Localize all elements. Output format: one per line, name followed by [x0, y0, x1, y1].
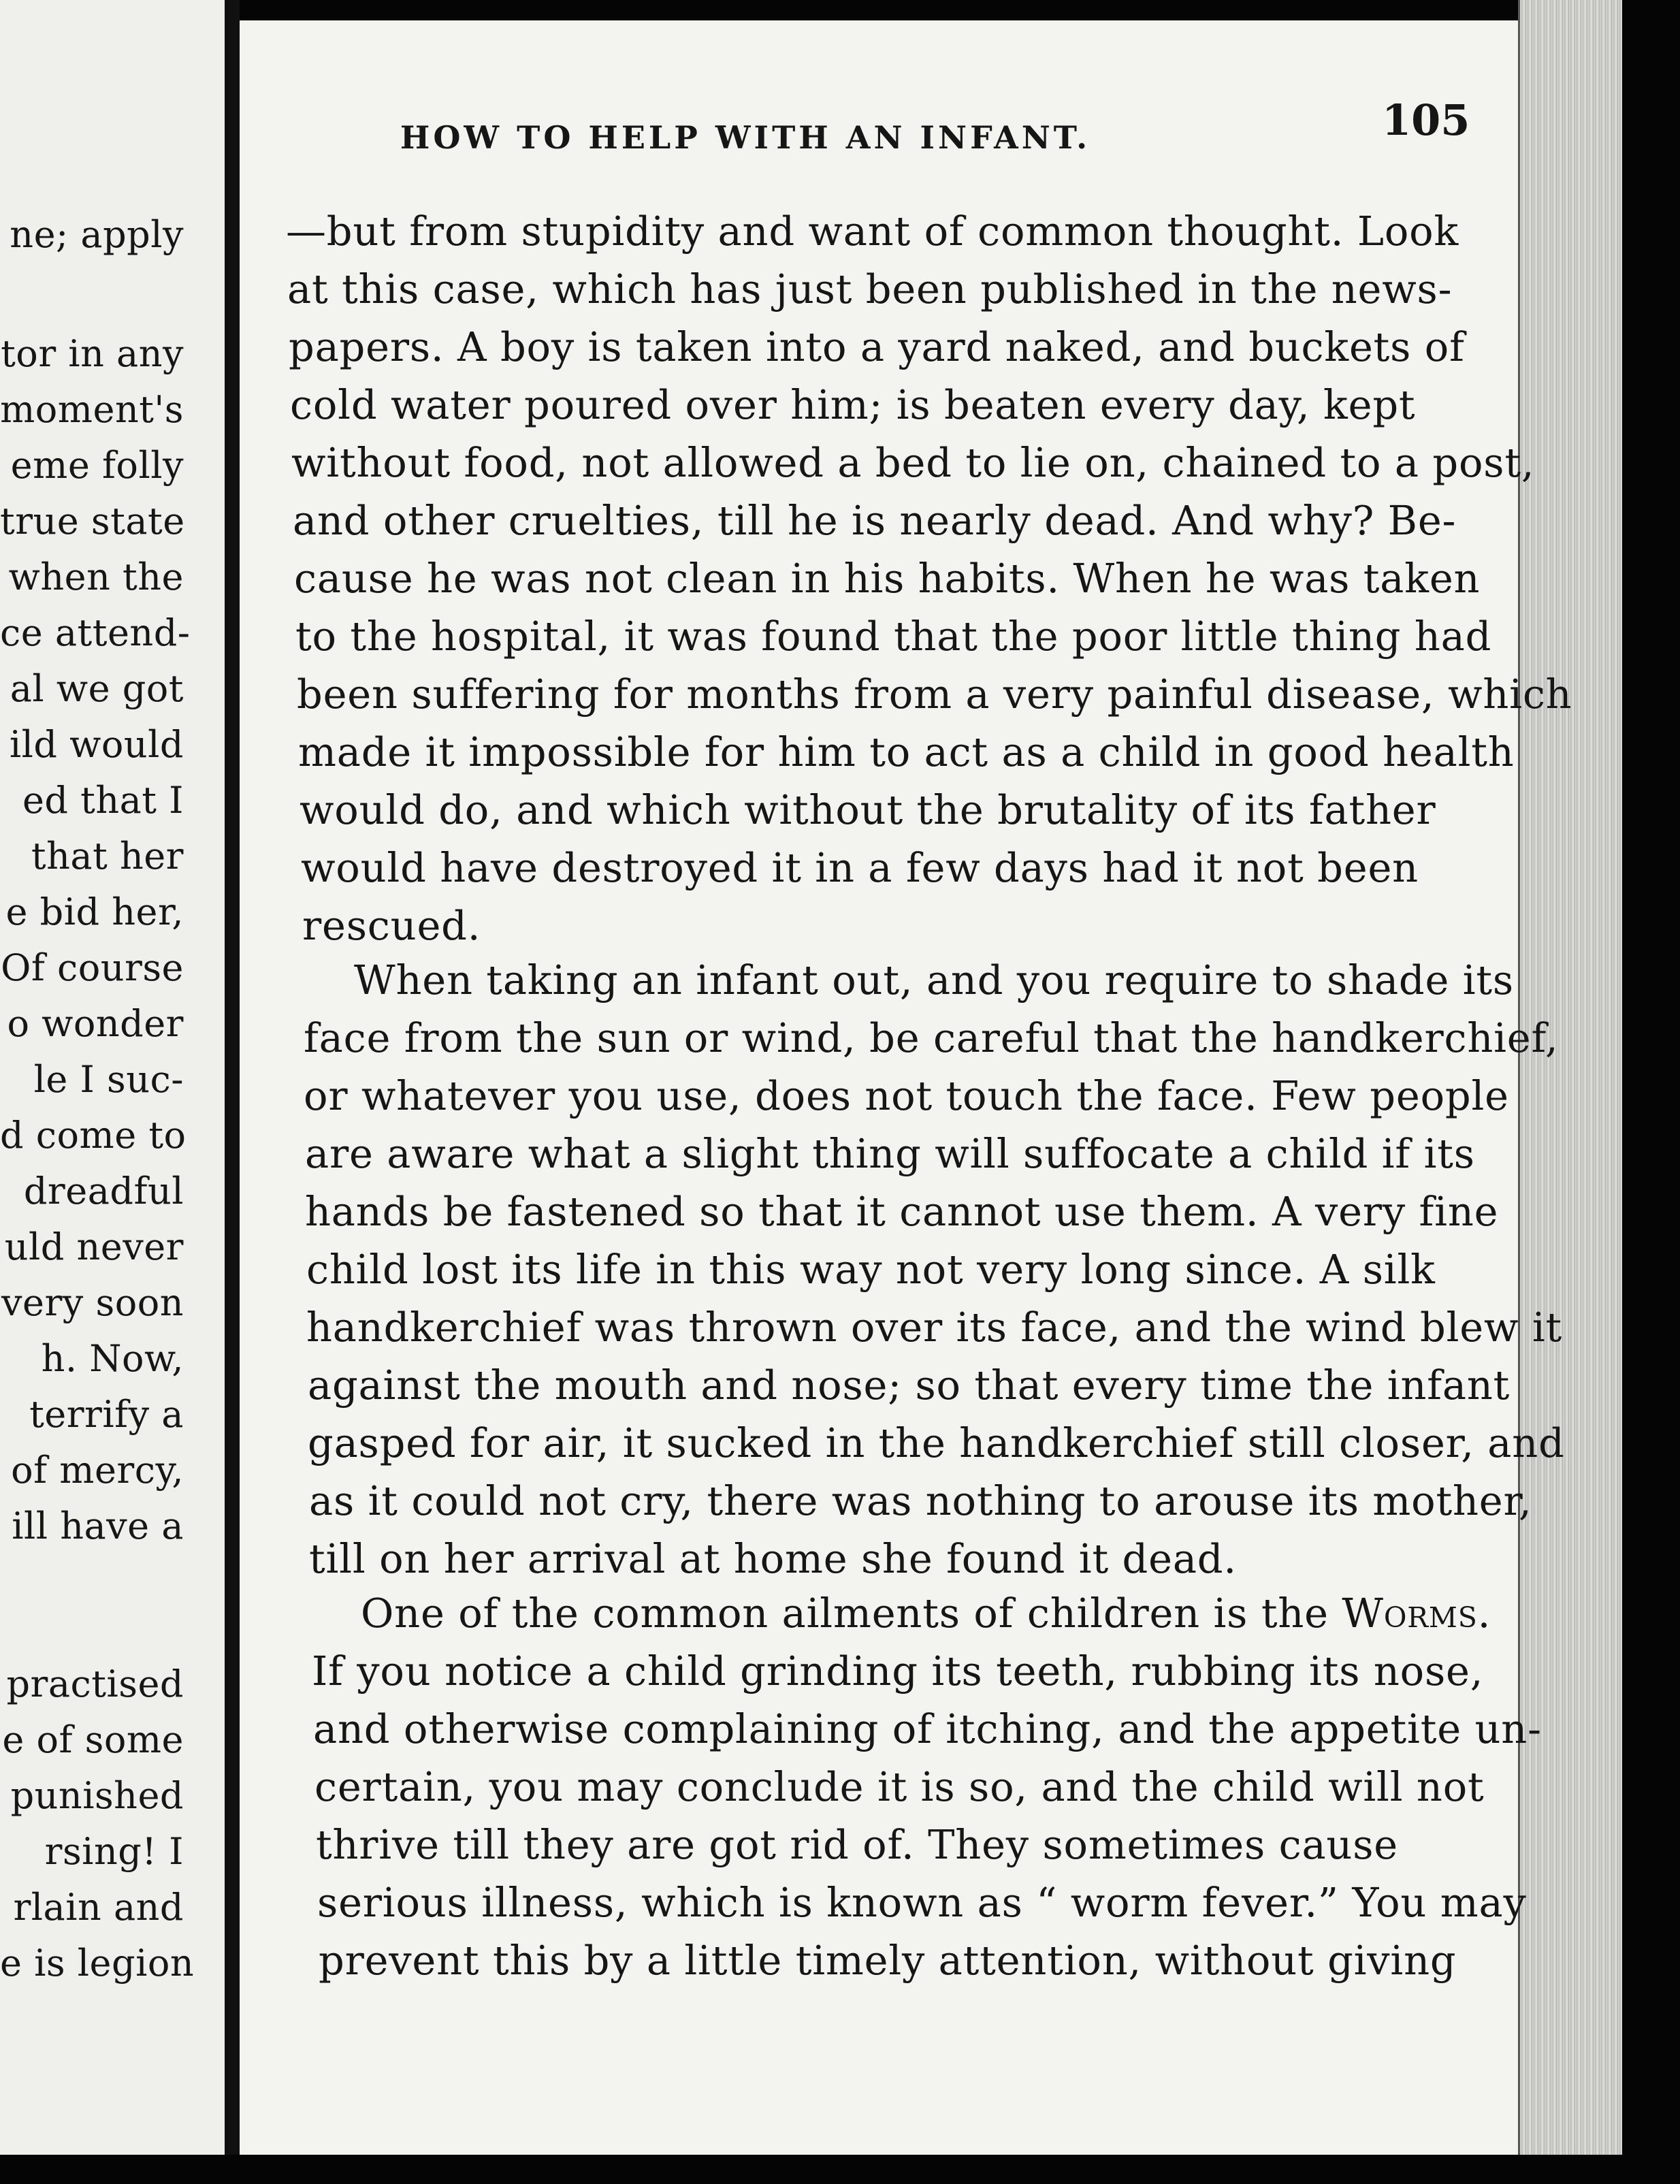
- text-line: hands be fastened so that it cannot use them. A very fine: [305, 1188, 1499, 1235]
- left-page-line: very soon: [1, 1281, 184, 1324]
- text-line: child lost its life in this way not very long since. A silk: [306, 1246, 1436, 1293]
- left-page-line: punished: [10, 1774, 184, 1817]
- left-page-line: rsing! I: [44, 1830, 184, 1873]
- left-page-line: ill have a: [12, 1505, 184, 1547]
- left-page-line: h. Now,: [41, 1337, 184, 1380]
- left-page-line: Of course: [1, 946, 184, 989]
- left-page-line: true state: [0, 500, 185, 543]
- left-page-line: dreadful: [23, 1170, 184, 1213]
- emphasized-word: Worms.: [1342, 1590, 1491, 1637]
- left-page-line: o wonder: [7, 1002, 184, 1045]
- text-line: are aware what a slight thing will suffocate a child if its: [305, 1130, 1475, 1177]
- book-gutter: [225, 0, 240, 2155]
- left-page-line: ce attend-: [0, 611, 191, 654]
- left-page-line: e bid her,: [5, 890, 184, 933]
- left-page-line: al we got: [10, 667, 184, 710]
- running-head: HOW TO HELP WITH AN INFANT.: [400, 119, 1091, 156]
- text-line: thrive till they are got rid of. They sometimes cause: [316, 1821, 1399, 1868]
- text-line: gasped for air, it sucked in the handkerchief still closer, and: [308, 1419, 1565, 1466]
- text-line: would do, and which without the brutality of its father: [300, 786, 1436, 833]
- left-page-line: tor in any: [1, 332, 184, 375]
- text-line: to the hospital, it was found that the poor little thing had: [295, 613, 1492, 660]
- text-line: made it impossible for him to act as a child in good health: [298, 728, 1515, 775]
- text-line: If you notice a child grinding its teeth, rubbing its nose,: [312, 1648, 1484, 1695]
- left-page-line: e of some: [2, 1718, 184, 1761]
- paragraph-first-line: When taking an infant out, and you require to shade its: [354, 957, 1515, 1003]
- text-line: cold water poured over him; is beaten every day, kept: [290, 381, 1416, 428]
- text-line: at this case, which has just been published in the news-: [287, 266, 1453, 312]
- text-line: serious illness, which is known as “ worm fever.” You may: [317, 1879, 1527, 1926]
- left-page-line: uld never: [4, 1225, 184, 1268]
- text-line: till on her arrival at home she found it dead.: [309, 1535, 1237, 1582]
- left-page: [0, 0, 227, 2155]
- text-line: face from the sun or wind, be careful that the handkerchief,: [304, 1014, 1559, 1061]
- text-line-start: One of the common ailments of children is the: [361, 1590, 1329, 1637]
- left-page-line: practised: [6, 1663, 184, 1705]
- text-line: or whatever you use, does not touch the face. Few people: [304, 1072, 1509, 1119]
- left-page-line: moment's: [0, 388, 184, 431]
- text-line: against the mouth and nose; so that every time the infant: [308, 1362, 1511, 1409]
- text-line: papers. A boy is taken into a yard naked, and buckets of: [289, 323, 1465, 370]
- text-line: and otherwise complaining of itching, and the appetite un-: [313, 1705, 1542, 1752]
- text-line: prevent this by a little timely attention, without giving: [319, 1937, 1457, 1984]
- text-line: without food, not allowed a bed to lie on, chained to a post,: [291, 439, 1535, 486]
- text-line: would have destroyed it in a few days had it not been: [301, 844, 1419, 891]
- left-page-line: eme folly: [10, 444, 184, 487]
- text-line: certain, you may conclude it is so, and the child will not: [314, 1763, 1485, 1810]
- left-page-line: rlain and: [13, 1886, 184, 1929]
- left-page-line: that her: [31, 835, 184, 878]
- page-edges: [1518, 0, 1622, 2155]
- left-page-line: ne; apply: [10, 213, 184, 256]
- text-line: been suffering for months from a very painful disease, which: [297, 671, 1572, 718]
- text-line: rescued.: [302, 902, 481, 949]
- text-line: —but from stupidity and want of common thought. Look: [286, 208, 1459, 255]
- left-page-line: terrify a: [29, 1393, 184, 1436]
- left-page-line: d come to: [0, 1114, 187, 1157]
- text-line: cause he was not clean in his habits. When he was taken: [294, 555, 1481, 602]
- left-page-line: ed that I: [22, 779, 184, 822]
- text-line: handkerchief was thrown over its face, and the wind blew it: [306, 1304, 1562, 1351]
- left-page-line: le I suc-: [33, 1058, 184, 1101]
- text-line: and other cruelties, till he is nearly dead. And why? Be-: [293, 497, 1457, 544]
- left-page-line: e is legion: [0, 1942, 195, 1985]
- page-number: 105: [1382, 95, 1470, 145]
- text-line: as it could not cry, there was nothing to arouse its mother,: [309, 1477, 1532, 1524]
- left-page-line: of mercy,: [11, 1449, 184, 1492]
- left-page-line: when the: [8, 556, 184, 598]
- paragraph-first-line: [361, 1590, 1491, 1637]
- left-page-line: ild would: [9, 723, 184, 766]
